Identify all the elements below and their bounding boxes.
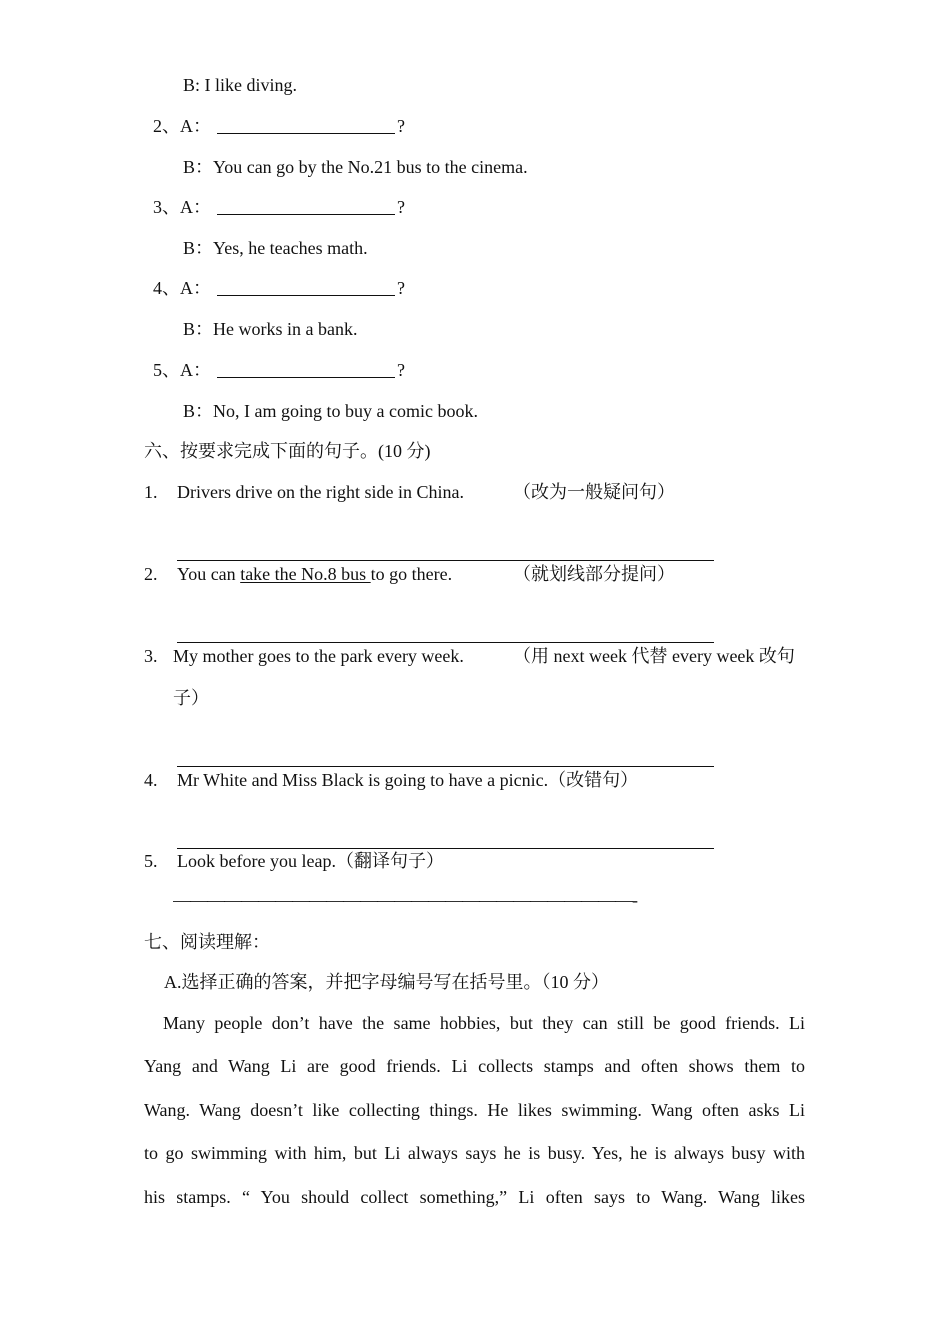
dialog-q4-mark: ? <box>397 278 405 298</box>
section6-title: 六、按要求完成下面的句子。(10 分) <box>144 441 431 461</box>
dialog-q2 <box>153 117 405 135</box>
reading-line-3: Wang. Wang doesn’t like collecting things. He likes swimming. Wang often asks Li <box>144 1100 805 1120</box>
dialog-q2-label: 2、A： <box>153 116 211 136</box>
s6-q4-answer-line[interactable] <box>177 848 714 849</box>
s6-q3-instr-cont: 子） <box>173 688 209 708</box>
s6-q5-text: Look before you leap.（翻译句子） <box>177 851 444 871</box>
s6-q2-post: to go there. <box>370 564 453 584</box>
s6-q3-answer-line[interactable] <box>177 766 714 767</box>
dialog-b1: B: I like diving. <box>183 75 297 95</box>
dialog-q2-blank[interactable] <box>217 117 395 134</box>
dialog-q5-mark: ? <box>397 360 405 380</box>
s6-q2-underlined: take the No.8 bus <box>240 564 371 584</box>
s6-q2-num: 2. <box>144 564 158 584</box>
s6-q4-text: Mr White and Miss Black is going to have a picnic.（改错句） <box>177 770 639 790</box>
s6-q1-num: 1. <box>144 482 158 502</box>
dialog-q3-label: 3、A： <box>153 197 211 217</box>
dialog-b4: B：He works in a bank. <box>183 319 358 339</box>
s6-q1-text: Drivers drive on the right side in China. <box>177 482 464 502</box>
s6-q2-answer-line[interactable] <box>177 642 714 643</box>
s6-q1-instr: （改为一般疑问句） <box>513 482 675 502</box>
dialog-b5: B：No, I am going to buy a comic book. <box>183 401 478 421</box>
dialog-q3-blank[interactable] <box>217 198 395 215</box>
reading-line-2: Yang and Wang Li are good friends. Li collects stamps and often shows them to <box>144 1056 805 1076</box>
reading-line-1: Many people don’t have the same hobbies, but they can still be good friends. Li <box>163 1013 805 1033</box>
section7-part-a: A.选择正确的答案，并把字母编号写在括号里。（10 分） <box>164 972 609 992</box>
s6-q3-text: My mother goes to the park every week. <box>173 646 464 666</box>
dialog-q4 <box>153 279 405 297</box>
dialog-q4-blank[interactable] <box>217 279 395 296</box>
dialog-q5-blank[interactable] <box>217 361 395 378</box>
s6-q1 <box>144 483 158 501</box>
dialog-q3-mark: ? <box>397 197 405 217</box>
dialog-b2: B：You can go by the No.21 bus to the cinema. <box>183 157 528 177</box>
s6-q2-text <box>177 565 452 583</box>
s6-q4-num: 4. <box>144 770 158 790</box>
reading-line-4: to go swimming with him, but Li always says he is busy. Yes, he is always busy with <box>144 1143 805 1163</box>
s6-q2-pre: You can <box>177 564 241 584</box>
s6-q5-answer-line[interactable]: ———————————————————————————- <box>173 891 637 909</box>
reading-line-5: his stamps. “ You should collect something,” Li often says to Wang. Wang likes <box>144 1187 805 1207</box>
s6-q3-instr: （用 next week 代替 every week 改句 <box>513 646 795 666</box>
dialog-q5-label: 5、A： <box>153 360 211 380</box>
dialog-q5 <box>153 361 405 379</box>
dialog-q4-label: 4、A： <box>153 278 211 298</box>
s6-q3-num: 3. <box>144 646 158 666</box>
dialog-q3 <box>153 198 405 216</box>
s6-q2-instr: （就划线部分提问） <box>513 564 675 584</box>
dialog-q2-mark: ? <box>397 116 405 136</box>
s6-q5-num: 5. <box>144 851 158 871</box>
section7-title: 七、阅读理解： <box>144 932 270 952</box>
dialog-b3: B：Yes, he teaches math. <box>183 238 368 258</box>
s6-q1-answer-line[interactable] <box>177 560 714 561</box>
